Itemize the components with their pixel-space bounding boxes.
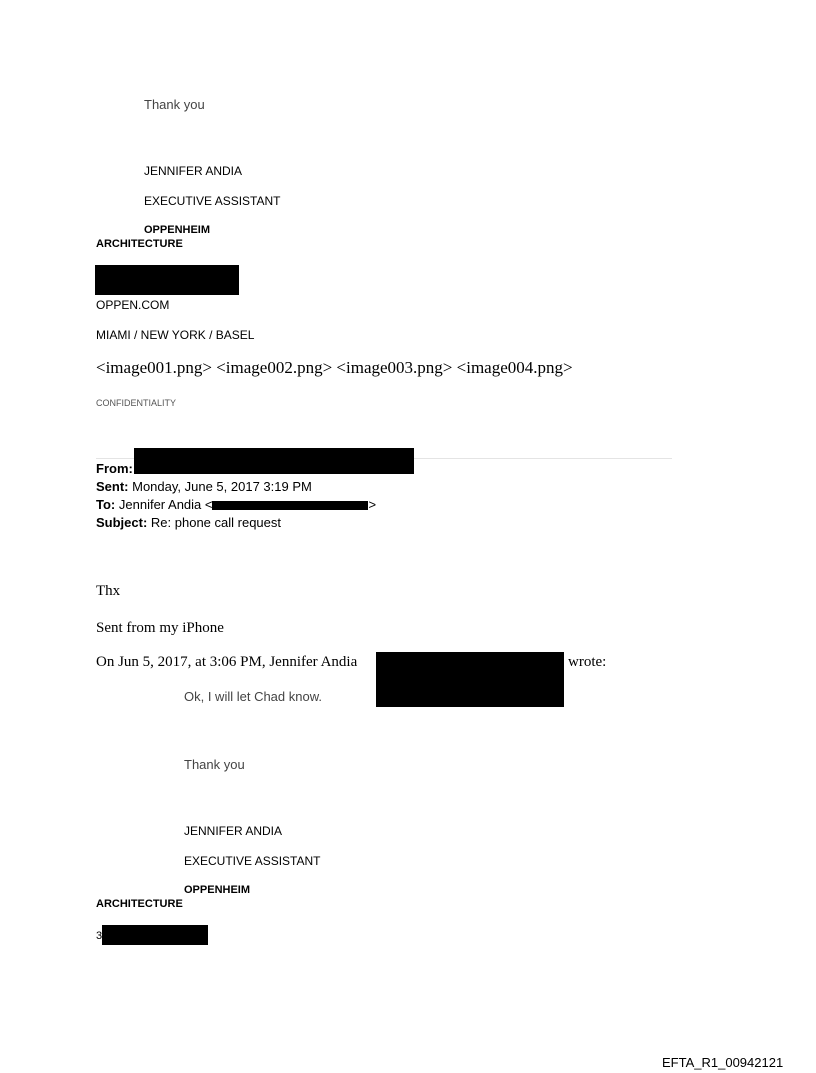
redaction-box xyxy=(95,265,239,295)
signature-title: EXECUTIVE ASSISTANT xyxy=(144,194,281,208)
quoted-company-line2: ARCHITECTURE xyxy=(96,898,183,910)
reply-thx: Thx xyxy=(96,583,121,599)
to-name: Jennifer Andia < xyxy=(118,497,213,512)
confidentiality-label: CONFIDENTIALITY xyxy=(96,398,177,408)
to-line xyxy=(96,497,376,512)
redacted-email-link[interactable] xyxy=(212,501,368,510)
signature-thanks: Thank you xyxy=(144,97,205,112)
subject-line xyxy=(96,515,281,530)
quoted-signature-title: EXECUTIVE ASSISTANT xyxy=(184,854,321,868)
signature-name: JENNIFER ANDIA xyxy=(144,164,243,178)
subject-label: Subject: xyxy=(96,515,148,530)
sent-value: Monday, June 5, 2017 3:19 PM xyxy=(132,479,312,494)
redaction-box xyxy=(102,925,208,945)
to-close: > xyxy=(368,497,377,512)
document-id: EFTA_R1_00942121 xyxy=(662,1055,784,1070)
redaction-box xyxy=(134,448,414,474)
quoted-signature-name: JENNIFER ANDIA xyxy=(184,824,283,838)
reply-wrote: wrote: xyxy=(568,654,607,670)
image-attachments: <image001.png> <image002.png> <image003.png> <image004.png> xyxy=(96,358,573,377)
sent-label: Sent: xyxy=(96,479,129,494)
reply-on-line: On Jun 5, 2017, at 3:06 PM, Jennifer Andia xyxy=(96,654,358,670)
signature-company-line1: OPPENHEIM xyxy=(144,224,211,236)
quoted-thanks: Thank you xyxy=(184,757,245,772)
signature-company-line2: ARCHITECTURE xyxy=(96,238,183,250)
redaction-box xyxy=(376,652,564,707)
to-label: To: xyxy=(96,497,116,512)
sent-line xyxy=(96,479,312,494)
reply-sent-from: Sent from my iPhone xyxy=(96,620,224,636)
subject-value: Re: phone call request xyxy=(150,515,282,530)
from-label: From: xyxy=(96,461,133,476)
quoted-phone-start: 3 xyxy=(96,930,103,942)
signature-website[interactable]: OPPEN.COM xyxy=(96,298,170,312)
quoted-company-line1: OPPENHEIM xyxy=(184,884,251,896)
signature-locations: MIAMI / NEW YORK / BASEL xyxy=(96,328,255,342)
quoted-message: Ok, I will let Chad know. xyxy=(184,689,322,704)
